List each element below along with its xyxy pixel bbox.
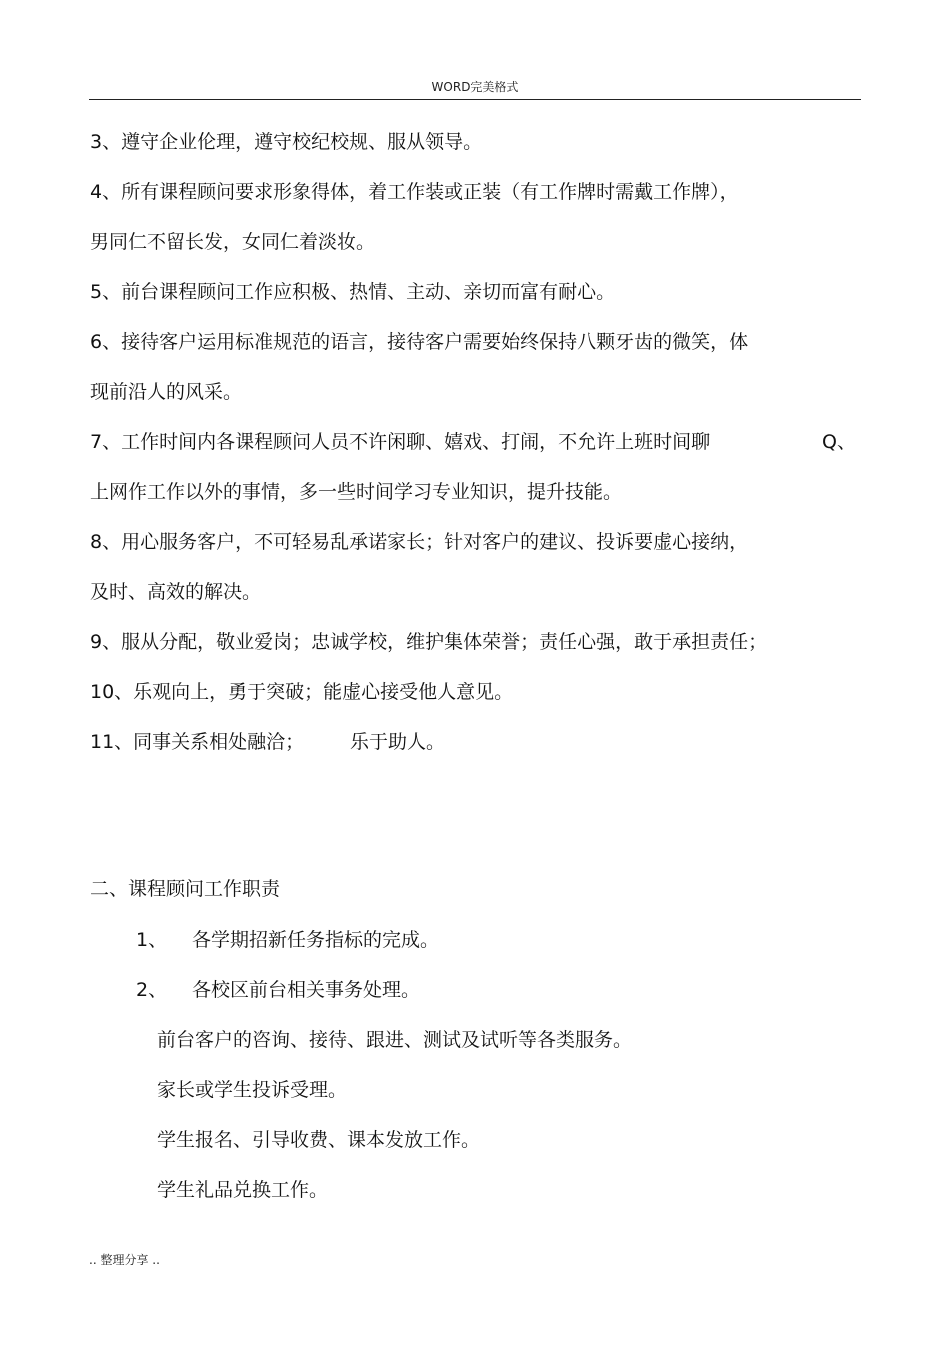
duty-number-1: 1、 [136, 929, 168, 951]
rule-line-3: 3、遵守企业伦理，遵守校纪校规、服从领导。 [90, 131, 483, 153]
rule-line-6: 6、接待客户运用标准规范的语言，接待客户需要始终保持八颗牙齿的微笑，体 [90, 331, 749, 353]
duty-text-2: 各校区前台相关事务处理。 [192, 979, 421, 1001]
rule-line-6-cont: 现前沿人的风采。 [90, 381, 243, 403]
rule-line-4-cont: 男同仁不留长发，女同仁着淡妆。 [90, 231, 376, 253]
header-divider [89, 99, 861, 100]
header-title: WORD完美格式 [431, 80, 519, 94]
rule-line-5: 5、前台课程顾问工作应积极、热情、主动、亲切而富有耐心。 [90, 281, 616, 303]
rule-line-7: 7、工作时间内各课程顾问人员不许闲聊、嬉戏、打闹，不允许上班时间聊 [90, 431, 711, 453]
sub-item-4: 学生礼品兑换工作。 [157, 1179, 329, 1201]
sub-item-3: 学生报名、引导收费、课本发放工作。 [157, 1129, 481, 1151]
duty-number-2: 2、 [136, 979, 168, 1001]
rule-line-10: 10、乐观向上，勇于突破；能虚心接受他人意见。 [90, 681, 514, 703]
rule-line-8-cont: 及时、高效的解决。 [90, 581, 262, 603]
rule-line-4: 4、所有课程顾问要求形象得体，着工作装或正装（有工作牌时需戴工作牌）， [90, 181, 739, 203]
rule-line-7-cont: 上网作工作以外的事情，多一些时间学习专业知识，提升技能。 [90, 481, 623, 503]
rule-line-11: 11、同事关系相处融洽； [90, 731, 305, 753]
sub-item-1: 前台客户的咨询、接待、跟进、测试及试听等各类服务。 [157, 1029, 633, 1051]
sub-item-2: 家长或学生投诉受理。 [157, 1079, 348, 1101]
page-footer: .. 整理分享 .. [89, 1253, 160, 1267]
duty-text-1: 各学期招新任务指标的完成。 [192, 929, 440, 951]
rule-line-9: 9、服从分配，敬业爱岗；忠诚学校，维护集体荣誉；责任心强，敢于承担责任； [90, 631, 768, 653]
rule-line-8: 8、用心服务客户，不可轻易乱承诺家长；针对客户的建议、投诉要虚心接纳， [90, 531, 749, 553]
rule-line-7-tail: Q、 [822, 431, 856, 453]
section-title: 二、课程顾问工作职责 [90, 878, 281, 900]
rule-line-11-tail: 乐于助人。 [350, 731, 446, 753]
